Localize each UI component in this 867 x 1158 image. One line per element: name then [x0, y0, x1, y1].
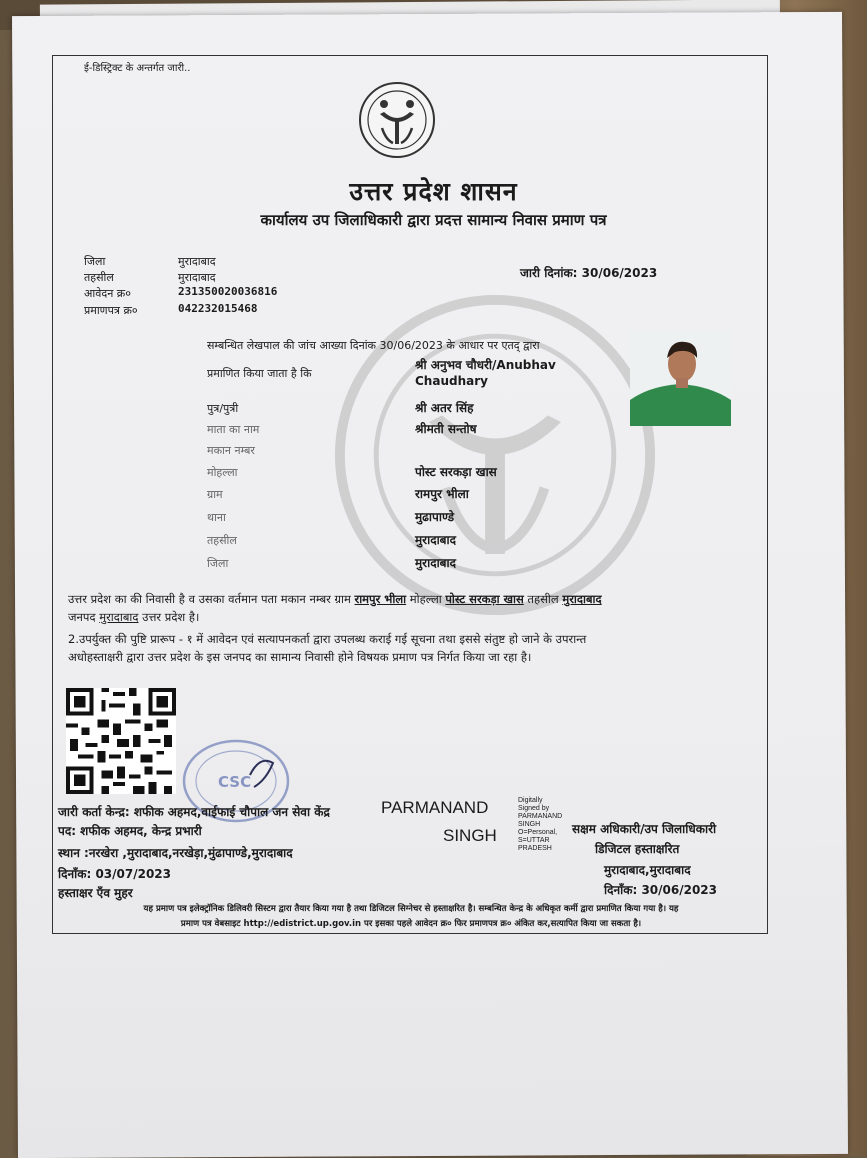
para1-text-d: जनपद — [68, 610, 100, 624]
field-tehsil-label: तहसील — [207, 534, 237, 547]
para2-line2: अधोहस्ताक्षरी द्वारा उत्तर प्रदेश के इस जनपद का सामान्य निवासी होने विषयक प्रमाण पत्र निर्गत किया जा रहा है। — [68, 650, 532, 664]
para1-text-b: मोहल्ला — [406, 592, 446, 606]
footnote-line1: यह प्रमाण पत्र इलेक्ट्रॉनिक डिलिवरी सिस्टम द्वारा तैयार किया गया है तथा डिजिटल सिग्नेचर से हस्ताक्षरित है। सम्बन्धित केन्द्र के अधिकृत कर्मी द्वारा प्रमाणित किया गया है। यह — [143, 904, 679, 914]
field-village-label: ग्राम — [207, 488, 223, 501]
para1-text-e: उत्तर प्रदेश है। — [138, 610, 200, 624]
field-police-label: थाना — [207, 511, 226, 524]
sig-detail: SINGH — [518, 821, 541, 828]
signer-name-line1: PARMANAND — [381, 798, 489, 817]
signer-name-line2: SINGH — [443, 826, 497, 845]
para1-tehsil: मुरादाबाद — [562, 592, 602, 606]
meta-district-label: जिला — [84, 255, 106, 268]
meta-tehsil-label: तहसील — [84, 271, 114, 284]
sig-detail: O=Personal, — [518, 829, 558, 836]
para1-mohalla: पोस्ट सरकड़ा खास — [445, 592, 524, 606]
sig-detail: PRADESH — [518, 845, 552, 852]
sig-detail: S=UTTAR — [518, 837, 550, 844]
field-house-label: मकान नम्बर — [207, 444, 255, 457]
confirmation-paragraph — [68, 630, 758, 666]
para1-text-a: उत्तर प्रदेश का की निवासी है व उसका वर्तमान पता मकान नम्बर ग्राम — [68, 592, 355, 606]
field-village-value: रामपुर भीला — [415, 487, 469, 501]
issuer-place: स्थान :नरखेरा ,मुरादाबाद,नरखेड़ा,मुंढापाण्डे,मुरादाबाद — [58, 846, 293, 860]
qr-code-icon — [65, 688, 177, 794]
meta-application-value: 231350020036816 — [178, 285, 278, 298]
field-police-value: मुढापाण्डे — [415, 510, 455, 524]
verification-intro: सम्बन्धित लेखपाल की जांच आख्या दिनांक 30/06/2023 के आधार पर एतद् द्वारा — [207, 339, 540, 352]
authority-title: सक्षम अधिकारी/उप जिलाधिकारी — [572, 822, 717, 836]
field-mother-label: माता का नाम — [207, 423, 260, 436]
authority-sign: डिजिटल हस्ताक्षरित — [595, 842, 680, 856]
applicant-photo — [630, 330, 731, 426]
issuer-center: जारी कर्ता केन्द्र: शफीक अहमद,वाईफाई चौपाल जन सेवा केंद्र — [58, 805, 330, 819]
field-district-value: मुरादाबाद — [415, 556, 457, 570]
issue-date: जारी दिनांक: 30/06/2023 — [520, 266, 658, 280]
up-government-emblem-icon — [352, 80, 442, 160]
footnote-line2: प्रमाण पत्र वेबसाइट http://edistrict.up.gov.in पर इसका पहले आवेदन क्र० फिर प्रमाणपत्र क्र० अंकित कर,सत्यापित किया जा सकता है। — [180, 919, 642, 929]
edistrict-tagline: ई-डिस्ट्रिक्ट के अन्तर्गत जारी.. — [84, 63, 191, 74]
meta-district-value: मुरादाबाद — [178, 255, 216, 268]
signature-details — [518, 797, 562, 853]
issuer-post: पद: शफीक अहमद, केन्द्र प्रभारी — [58, 824, 202, 838]
para1-text-c: तहसील — [523, 592, 563, 606]
certificate-subtitle: कार्यालय उप जिलाधिकारी द्वारा प्रदत्त सामान्य निवास प्रमाण पत्र — [260, 211, 607, 229]
para1-village: रामपुर भीला — [354, 592, 407, 606]
meta-certificate-value: 042232015468 — [178, 302, 258, 315]
person-photo-icon — [630, 330, 731, 426]
field-parent-value: श्री अतर सिंह — [415, 401, 474, 415]
para2-line1: 2.उपर्युक्त की पुष्टि प्रारूप - १ में आवेदन एवं सत्यापनकर्ता द्वारा उपलब्ध कराई गई सूचना तथा इससे संतुष्ट हो जाने के उपरान्त — [68, 632, 587, 646]
field-district-label: जिला — [207, 557, 229, 570]
issuer-date: दिनाँक: 03/07/2023 — [58, 867, 172, 881]
certify-label: प्रमाणित किया जाता है कि — [207, 367, 312, 380]
authority-place: मुरादाबाद,मुरादाबाद — [604, 863, 691, 877]
authority-date: दिनाँक: 30/06/2023 — [604, 883, 718, 897]
sig-detail: Signed by — [518, 805, 550, 812]
field-mother-value: श्रीमती सन्तोष — [415, 422, 477, 436]
issuer-sign: हस्ताक्षर एँव मुहर — [58, 886, 133, 900]
meta-tehsil-value: मुरादाबाद — [178, 271, 216, 284]
meta-application-label: आवेदन क्र० — [84, 287, 131, 300]
applicant-name-line2: Chaudhary — [415, 374, 488, 388]
meta-certificate-label: प्रमाणपत्र क्र० — [84, 304, 138, 317]
residence-paragraph — [68, 590, 758, 626]
applicant-name-line1: श्री अनुभव चौधरी/Anubhav — [415, 358, 556, 372]
sig-detail: PARMANAND — [518, 813, 563, 820]
para1-district: मुरादाबाद — [99, 610, 139, 624]
stamp-text: CSC — [218, 773, 252, 791]
certificate-title: उत्तर प्रदेश शासन — [349, 177, 518, 206]
footnote — [56, 902, 766, 932]
field-tehsil-value: मुरादाबाद — [415, 533, 457, 547]
sig-detail: Digitally — [518, 797, 543, 804]
field-parent-label: पुत्र/पुत्री — [207, 402, 239, 415]
field-mohalla-value: पोस्ट सरकड़ा खास — [415, 465, 497, 479]
field-mohalla-label: मोहल्ला — [207, 466, 238, 479]
